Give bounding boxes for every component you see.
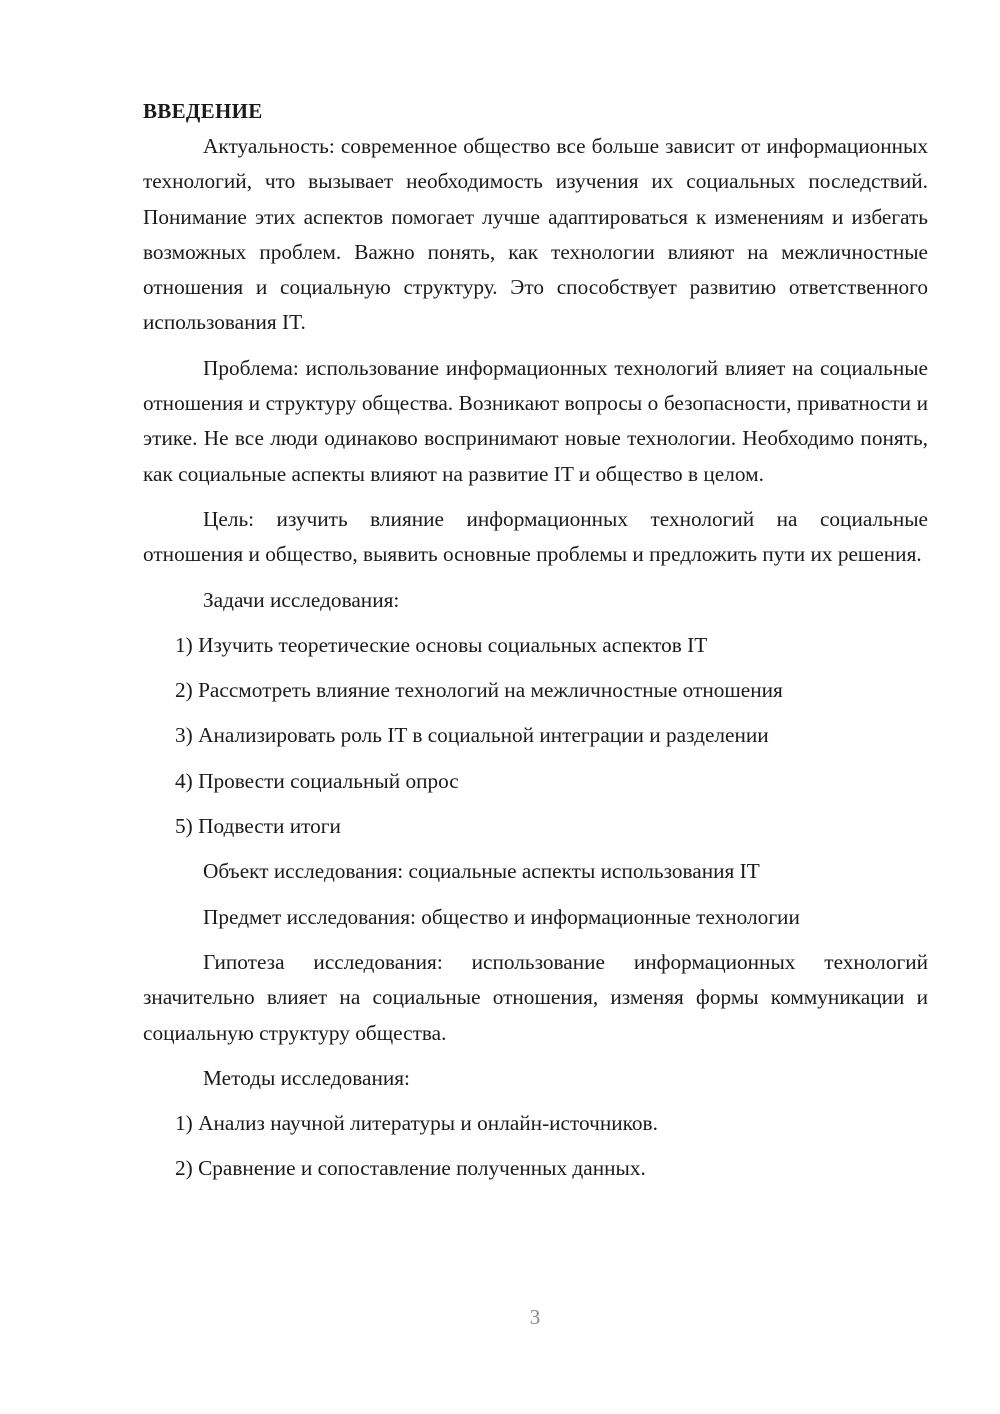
method-item: 1) Анализ научной литературы и онлайн-источников. — [175, 1111, 658, 1136]
task-item: 1) Изучить теоретические основы социальных аспектов IT — [175, 632, 708, 657]
tasks-label: Задачи исследования: — [203, 587, 400, 612]
object-paragraph: Объект исследования: социальные аспекты использования IT — [203, 859, 760, 884]
methods-label: Методы исследования: — [203, 1065, 410, 1090]
goal-paragraph: Цель: изучить влияние информационных технологий на социальные отношения и общество, выявить основные проблемы и предложить пути их решения. — [143, 506, 928, 567]
section-title: ВВЕДЕНИЕ — [143, 99, 263, 123]
task-item: 3) Анализировать роль IT в социальной интеграции и разделении — [175, 723, 769, 748]
task-item: 5) Подвести итоги — [175, 814, 341, 839]
task-item: 2) Рассмотреть влияние технологий на межличностные отношения — [175, 678, 783, 703]
methods-list — [143, 1106, 928, 1187]
page-number: 3 — [529, 1305, 541, 1329]
relevance-paragraph: Актуальность: современное общество все больше зависит от информационных технологий, что вызывает необходимость изучения их социальных последствий. Понимание этих аспектов помогает лучше адаптироваться к изменениям и избегать возможных проблем. Важно понять, как технологии влияют на межличностные отношения и социальную структуру. Это способствует развитию ответственного использования IT. — [143, 134, 928, 335]
method-item: 2) Сравнение и сопоставление полученных данных. — [175, 1156, 646, 1181]
tasks-list — [143, 628, 928, 844]
task-item: 4) Провести социальный опрос — [175, 768, 459, 793]
problem-paragraph: Проблема: использование информационных технологий влияет на социальные отношения и структуру общества. Возникают вопросы о безопасности, приватности и этике. Не все люди одинаково воспринимают новые технологии. Необходимо понять, как социальные аспекты влияют на развитие IT и общество в целом. — [143, 355, 928, 486]
document-page — [143, 94, 928, 1197]
hypothesis-paragraph: Гипотеза исследования: использование информационных технологий значительно влияет на социальные отношения, изменяя формы коммуникации и социальную структуру общества. — [143, 949, 928, 1045]
subject-paragraph: Предмет исследования: общество и информационные технологии — [203, 904, 800, 929]
